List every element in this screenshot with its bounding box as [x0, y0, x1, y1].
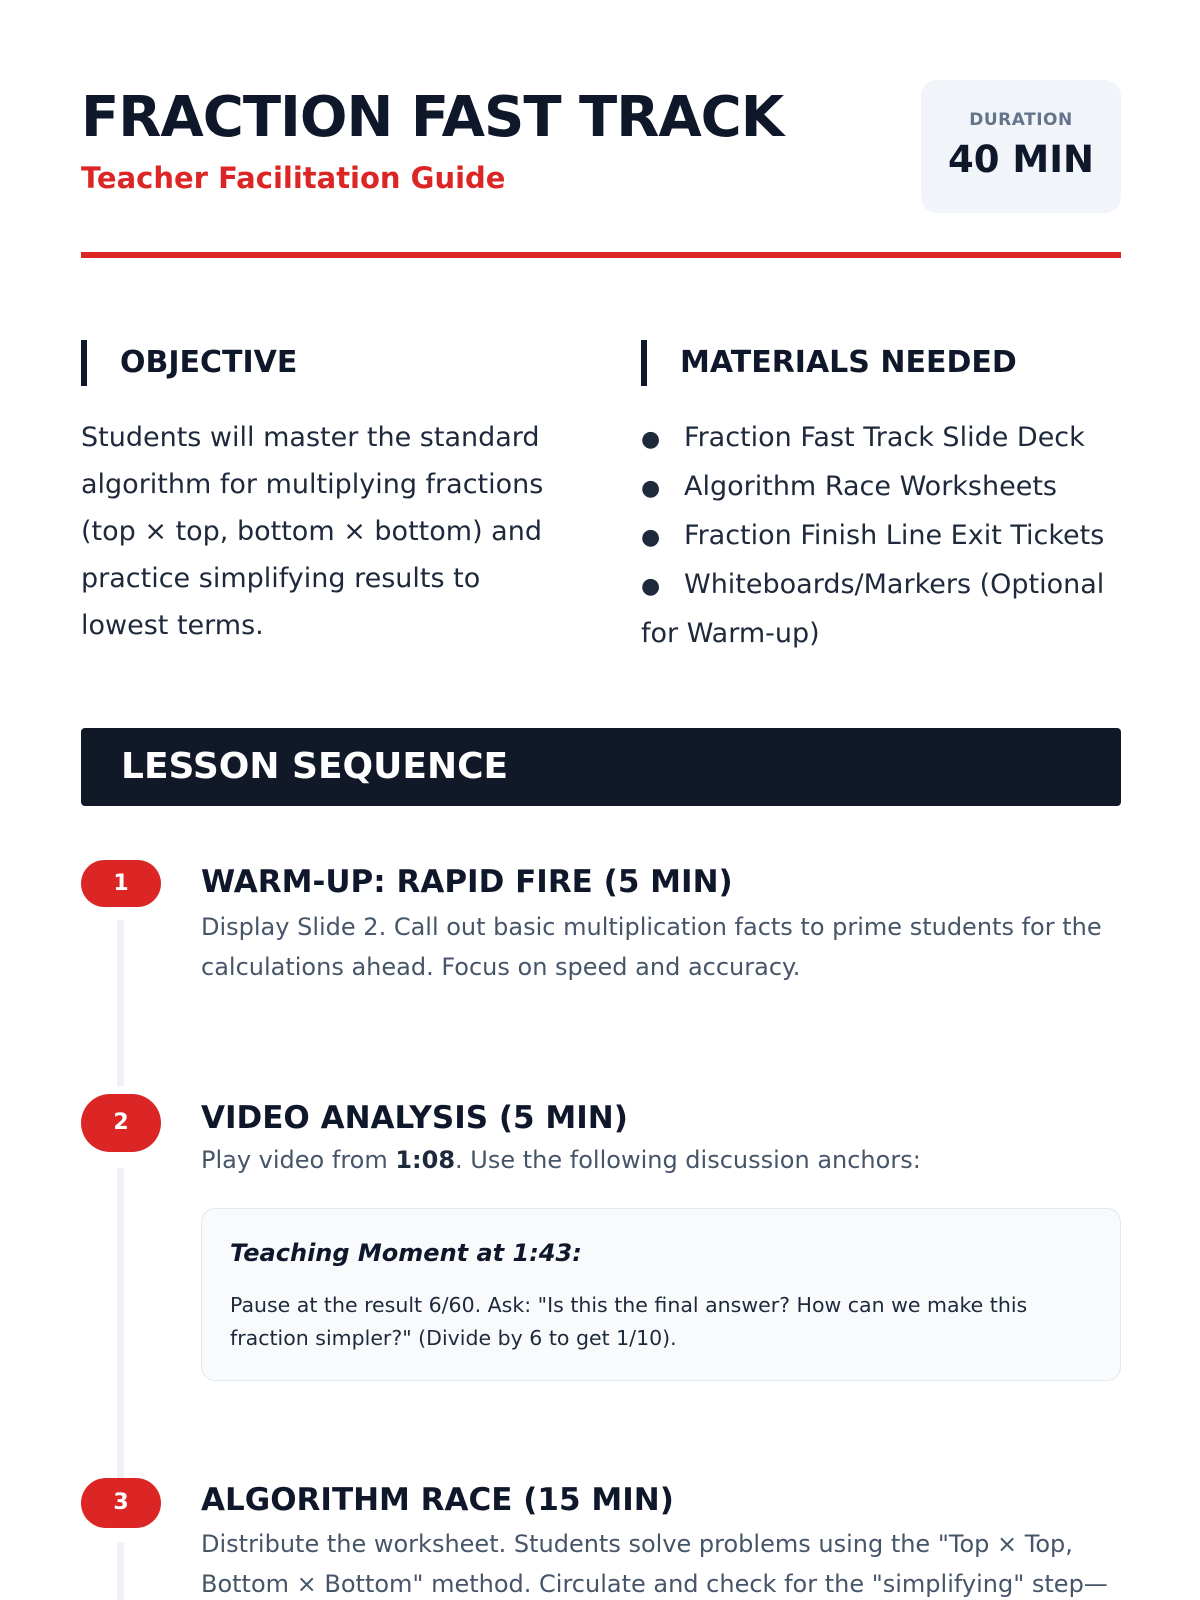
- step-timeline-line: [117, 920, 124, 1086]
- bullet-icon: ●: [641, 525, 661, 550]
- duration-value: 40 MIN: [948, 138, 1094, 181]
- page-header: [81, 80, 1121, 260]
- step-number-badge: 2: [81, 1094, 161, 1152]
- header-divider: [81, 252, 1121, 258]
- step-number-badge: 3: [81, 1478, 161, 1528]
- objective-section: [81, 340, 561, 649]
- video-timestamp: 1:08: [395, 1146, 456, 1174]
- material-item-label: Algorithm Race Worksheets: [684, 471, 1057, 502]
- materials-heading: MATERIALS NEEDED: [641, 340, 1121, 386]
- material-item-label: Whiteboards/Markers (Optional for Warm-up): [641, 569, 1105, 649]
- page-title: FRACTION FAST TRACK: [81, 85, 784, 150]
- step-description: Display Slide 2. Call out basic multiplication facts to prime students for the calculations ahead. Focus on speed and accuracy.: [201, 913, 1102, 981]
- bullet-icon: ●: [641, 476, 661, 501]
- step-description: Distribute the worksheet. Students solve problems using the "Top × Top, Bottom × Bottom" method. Circulate and check for the "simplifying" step—: [201, 1530, 1108, 1598]
- lesson-sequence-banner: [81, 728, 1121, 806]
- objective-heading: OBJECTIVE: [81, 340, 561, 386]
- bullet-icon: ●: [641, 427, 661, 452]
- teaching-moment-heading: Teaching Moment at 1:43:: [230, 1239, 582, 1267]
- bullet-icon: ●: [641, 574, 661, 599]
- step-description-text: . Use the following discussion anchors:: [455, 1146, 921, 1174]
- step-number-badge: 1: [81, 860, 161, 907]
- duration-card: [921, 80, 1121, 213]
- material-item: [641, 463, 1121, 512]
- step-timeline-line: [117, 1168, 124, 1504]
- material-item: [641, 561, 1121, 657]
- material-item-label: Fraction Fast Track Slide Deck: [684, 422, 1085, 453]
- duration-label: DURATION: [969, 110, 1073, 130]
- teaching-moment-callout: [201, 1208, 1121, 1381]
- step-title: VIDEO ANALYSIS (5 MIN): [201, 1100, 628, 1136]
- material-item: [641, 512, 1121, 561]
- step-title: ALGORITHM RACE (15 MIN): [201, 1482, 674, 1518]
- facilitation-guide-page: [81, 0, 1121, 1600]
- step-description: [201, 1140, 1121, 1180]
- objective-text: Students will master the standard algorithm for multiplying fractions (top × top, bottom × bottom) and practice simplifying results to lowest terms.: [81, 422, 544, 641]
- material-item-label: Fraction Finish Line Exit Tickets: [684, 520, 1105, 551]
- step-description-text: Play video from: [201, 1146, 396, 1174]
- teaching-moment-text: Pause at the result 6/60. Ask: "Is this the final answer? How can we make this fraction simpler?" (Divide by 6 to get 1/10).: [230, 1293, 1028, 1350]
- step-title: WARM-UP: RAPID FIRE (5 MIN): [201, 864, 733, 900]
- material-item: [641, 414, 1121, 463]
- materials-section: [641, 340, 1121, 657]
- step-timeline-line: [117, 1542, 124, 1600]
- materials-list: [641, 414, 1121, 657]
- lesson-sequence-heading: LESSON SEQUENCE: [121, 746, 509, 787]
- page-subtitle: Teacher Facilitation Guide: [81, 161, 506, 195]
